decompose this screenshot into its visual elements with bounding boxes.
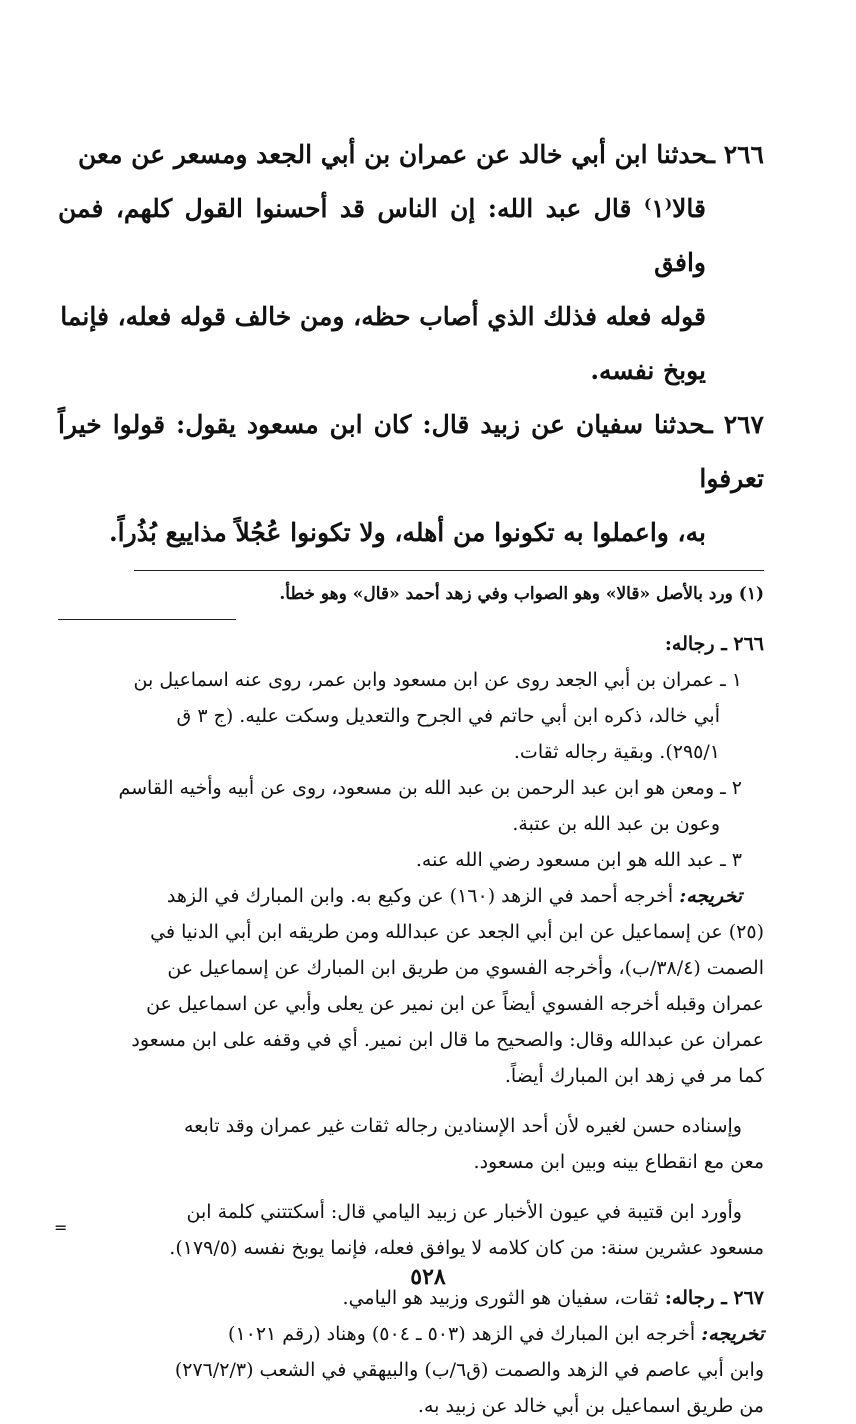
uyun-note: مسعود عشرين سنة: من كان كلامه لا يوافق فعله، فإنما يوبخ نفسه (١٧٩/٥). (169, 1237, 764, 1259)
main-text (58, 128, 764, 560)
narrator-note-3: ٣ ـ عبد الله هو ابن مسعود رضي الله عنه. (415, 849, 742, 871)
hadith-267-line (58, 398, 764, 506)
narrator-note-1: ٢٩٥/١). وبقية رجاله ثقات. (513, 741, 720, 763)
takhrij-266-line: كما مر في زهد ابن المبارك أيضاً. (504, 1065, 764, 1087)
takhrij-266 (58, 878, 764, 914)
takhrij-267-line: من طريق اسماعيل بن أبي خالد عن زبيد به. (417, 1395, 764, 1417)
hadith-number: ٢٦٦ ـ (707, 140, 764, 169)
page-content (58, 128, 764, 1424)
narrator-note-2: ٢ ـ ومعن هو ابن عبد الرحمن بن عبد الله بن مسعود، روى عن أبيه وأخيه القاسم (118, 777, 742, 799)
hadith-266-line: يوبخ نفسه. (590, 356, 706, 385)
rijal-text: ثقات، سفيان هو الثورى وزبيد هو اليامي. (342, 1287, 659, 1309)
takhrij-267 (58, 1316, 764, 1352)
section-divider (58, 619, 236, 620)
hadith-267-line: به، واعملوا به تكونوا من أهله، ولا تكونوا عُجُلاً مذاييع بُذُراً. (108, 518, 706, 547)
takhrij-266-line: عمران وقبله أخرجه الفسوي أيضاً عن ابن نمير عن يعلى وأبي عن اسماعيل عن (146, 993, 764, 1015)
page-number: ٥٢٨ (410, 1264, 446, 1290)
takhrij-266-line: عمران عن عبدالله وقال: والصحيح ما قال ابن نمير. أي في وقفه على ابن مسعود (131, 1029, 764, 1051)
hadith-266-line: قوله فعله فذلك الذي أصاب حظه، ومن خالف قوله فعله، فإنما (60, 302, 706, 331)
narrator-note-2: وعون بن عبد الله بن عتبة. (512, 813, 720, 835)
hadith-text: حدثنا سفيان عن زبيد قال: كان ابن مسعود يقول: قولوا خيراً تعرفوا (58, 410, 764, 493)
hadith-number: ٢٦٧ ـ (705, 410, 764, 439)
takhrij-label: تخريجه: (701, 1323, 764, 1345)
narrator-note-1: أبي خالد، ذكره ابن أبي حاتم في الجرح والتعديل وسكت عليه. (ج ٣ ق (176, 705, 720, 727)
notes-267-header: ٢٦٧ ـ رجاله: (664, 1287, 764, 1309)
notes-section (58, 626, 764, 1424)
margin-mark: = (54, 1218, 68, 1237)
isnad-note: وإسناده حسن لغيره لأن أحد الإسنادين رجاله ثقات غير عمران وقد تابعه (184, 1115, 742, 1137)
takhrij-266-line: الصمت (٣٨/٤/ب)، وأخرجه الفسوي من طريق ابن المبارك عن إسماعيل عن (167, 957, 764, 979)
hadith-266-line (58, 128, 764, 182)
isnad-note: معن مع انقطاع بينه وبين ابن مسعود. (473, 1151, 764, 1173)
takhrij-label: تخريجه: (679, 885, 742, 907)
takhrij-266-line: (٢٥) عن إسماعيل عن ابن أبي الجعد عن عبدالله ومن طريقه ابن أبي الدنيا في (150, 921, 764, 943)
footnote: (١) ورد بالأصل «قالا» وهو الصواب وفي زهد أحمد «قال» وهو خطأ. (279, 584, 764, 604)
uyun-note: وأورد ابن قتيبة في عيون الأخبار عن زبيد اليامي قال: أسكتتني كلمة ابن (186, 1201, 742, 1223)
hadith-text: حدثنا ابن أبي خالد عن عمران بن أبي الجعد ومسعر عن معن (77, 140, 708, 169)
footnote-divider (134, 570, 764, 571)
takhrij-267-line: وابن أبي عاصم في الزهد والصمت (ق٦/ب) والبيهقي في الشعب (٢٧٦/٢/٣) (174, 1359, 764, 1381)
takhrij-text: أخرجه أحمد في الزهد (١٦٠) عن وكيع به. وابن المبارك في الزهد (166, 885, 674, 907)
hadith-266-line: قالا⁽١⁾ قال عبد الله: إن الناس قد أحسنوا القول كلهم، فمن وافق (58, 194, 706, 277)
narrator-note-1: ١ ـ عمران بن أبي الجعد روى عن ابن مسعود وابن عمر، روى عنه اسماعيل بن (133, 669, 742, 691)
takhrij-text: أخرجه ابن المبارك في الزهد (٥٠٣ ـ ٥٠٤) وهناد (رقم ١٠٢١) (228, 1323, 696, 1345)
notes-266-header: ٢٦٦ ـ رجاله: (664, 633, 764, 655)
